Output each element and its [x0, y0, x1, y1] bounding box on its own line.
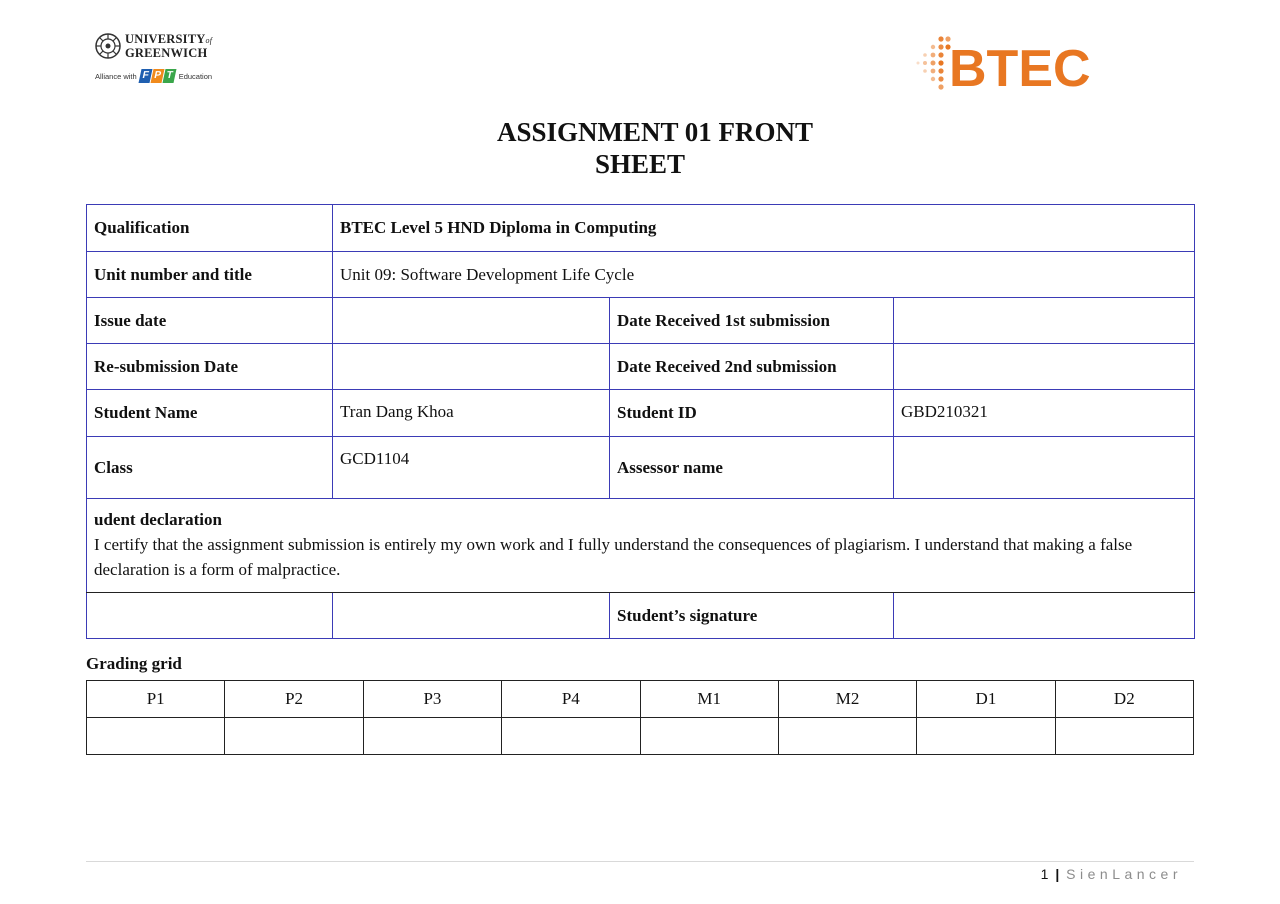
declaration-heading: udent declaration [94, 510, 222, 529]
footer-separator: | [1055, 866, 1060, 882]
grade-cell [1055, 718, 1193, 755]
page-title-line2: SHEET [594, 149, 686, 179]
table-row [87, 499, 1195, 593]
page-footer [1041, 866, 1182, 882]
unit-label: Unit number and title [87, 252, 333, 298]
resubmission-date-label: Re-submission Date [87, 344, 333, 390]
table-row [87, 298, 1195, 344]
date-received-2-label: Date Received 2nd submission [610, 344, 894, 390]
grade-cell [917, 718, 1055, 755]
table-row [87, 681, 1194, 718]
grading-grid-label: Grading grid [86, 654, 182, 673]
date-received-2-value [894, 344, 1195, 390]
grade-header: P2 [225, 681, 363, 718]
table-row [87, 390, 1195, 437]
issue-date-label: Issue date [87, 298, 333, 344]
grade-header: P1 [87, 681, 225, 718]
student-id-value: GBD210321 [894, 390, 1195, 437]
student-id-label: Student ID [610, 390, 894, 437]
signature-label: Student’s signature [610, 593, 894, 639]
student-name-value: Tran Dang Khoa [333, 390, 610, 437]
student-declaration [87, 499, 1195, 593]
page-number: 1 [1040, 866, 1049, 882]
issue-date-value [333, 298, 610, 344]
class-value: GCD1104 [333, 437, 610, 499]
university-of-greenwich-logo [95, 33, 225, 97]
fpt-logo: F P T [140, 69, 176, 83]
declaration-text: I certify that the assignment submission is entirely my own work and I fully understand the consequences of plagiarism. I understand that making a false declaration is a form of malpractice. [94, 535, 1133, 579]
assessor-name-value [894, 437, 1195, 499]
grade-header: M1 [640, 681, 778, 718]
date-received-1-label: Date Received 1st submission [610, 298, 894, 344]
class-label: Class [87, 437, 333, 499]
btec-dots-icon [917, 36, 951, 89]
date-received-1-value [894, 298, 1195, 344]
resubmission-date-value [333, 344, 610, 390]
svg-text:BTEC: BTEC [949, 40, 1091, 94]
grade-cell [87, 718, 225, 755]
qualification-label: Qualification [87, 205, 333, 252]
table-row [87, 718, 1194, 755]
grade-cell [225, 718, 363, 755]
qualification-value: BTEC Level 5 HND Diploma in Computing [333, 205, 1195, 252]
grade-header: D2 [1055, 681, 1193, 718]
grade-cell [640, 718, 778, 755]
footer-brand: SienLancer [1066, 866, 1182, 882]
university-name: UNIVERSITYof GREENWICH [125, 32, 213, 60]
unit-value: Unit 09: Software Development Life Cycle [333, 252, 1195, 298]
empty-cell [87, 593, 333, 639]
table-row [87, 205, 1195, 252]
page-title: ASSIGNMENT 01 FRONT [496, 117, 814, 147]
table-row [87, 437, 1195, 499]
grade-header: P3 [363, 681, 501, 718]
table-row [87, 593, 1195, 639]
grade-header: D1 [917, 681, 1055, 718]
grade-cell [778, 718, 916, 755]
fpt-alliance: Alliance with F P T Education [95, 70, 213, 81]
student-name-label: Student Name [87, 390, 333, 437]
front-sheet-table [86, 204, 1195, 639]
table-row [87, 252, 1195, 298]
grade-cell [502, 718, 640, 755]
signature-value [894, 593, 1195, 639]
grade-header: M2 [778, 681, 916, 718]
btec-logo [915, 34, 1105, 94]
grading-grid-table [86, 680, 1194, 755]
grade-header: P4 [502, 681, 640, 718]
assessor-name-label: Assessor name [610, 437, 894, 499]
footer-divider [86, 861, 1194, 862]
empty-cell [333, 593, 610, 639]
grade-cell [363, 718, 501, 755]
university-seal-icon [95, 33, 121, 59]
table-row [87, 344, 1195, 390]
